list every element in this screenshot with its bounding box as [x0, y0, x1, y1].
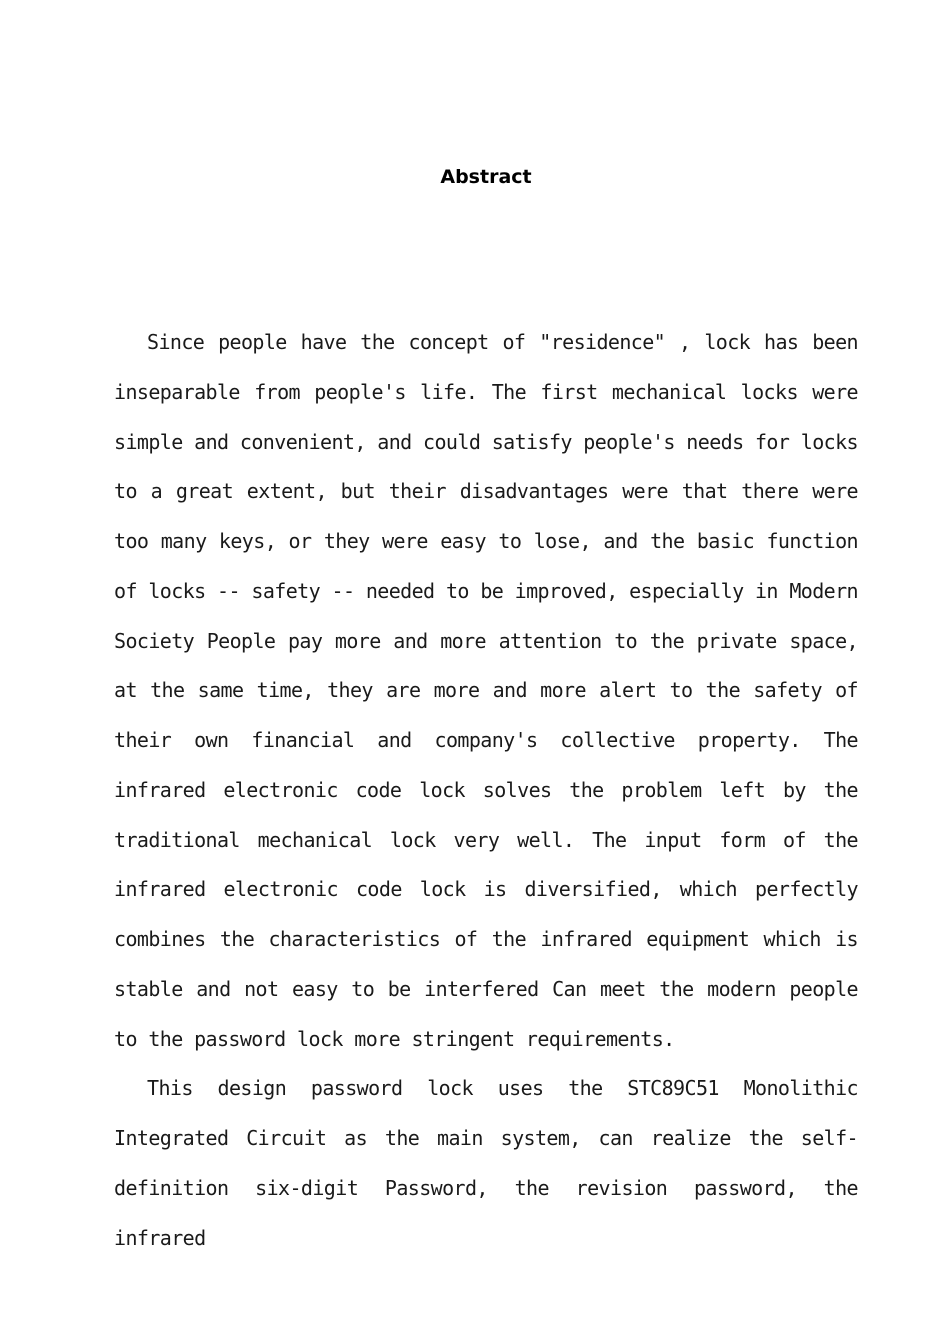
abstract-body [114, 318, 858, 1263]
abstract-paragraph-1: Since people have the concept of "residence" , lock has been inseparable from people's life. The first mechanical locks were simple and convenient, and could satisfy people's needs for locks to a great extent, but their disadvantages were that there were too many keys, or they were easy to lose, and the basic function of locks -- safety -- needed to be improved, especially in Modern Society People pay more and more attention to the private space, at the same time, they are more and more alert to the safety of their own financial and company's collective property. The infrared electronic code lock solves the problem left by the traditional mechanical lock very well. The input form of the infrared electronic code lock is diversified, which perfectly combines the characteristics of the infrared equipment which is stable and not easy to be interfered Can meet the modern people to the password lock more stringent requirements. [114, 330, 858, 1051]
abstract-title: Abstract [440, 166, 532, 188]
abstract-paragraph-2: This design password lock uses the STC89C51 Monolithic Integrated Circuit as the main system, can realize the self-definition six-digit Password, the revision password, the infrared [114, 1076, 858, 1250]
